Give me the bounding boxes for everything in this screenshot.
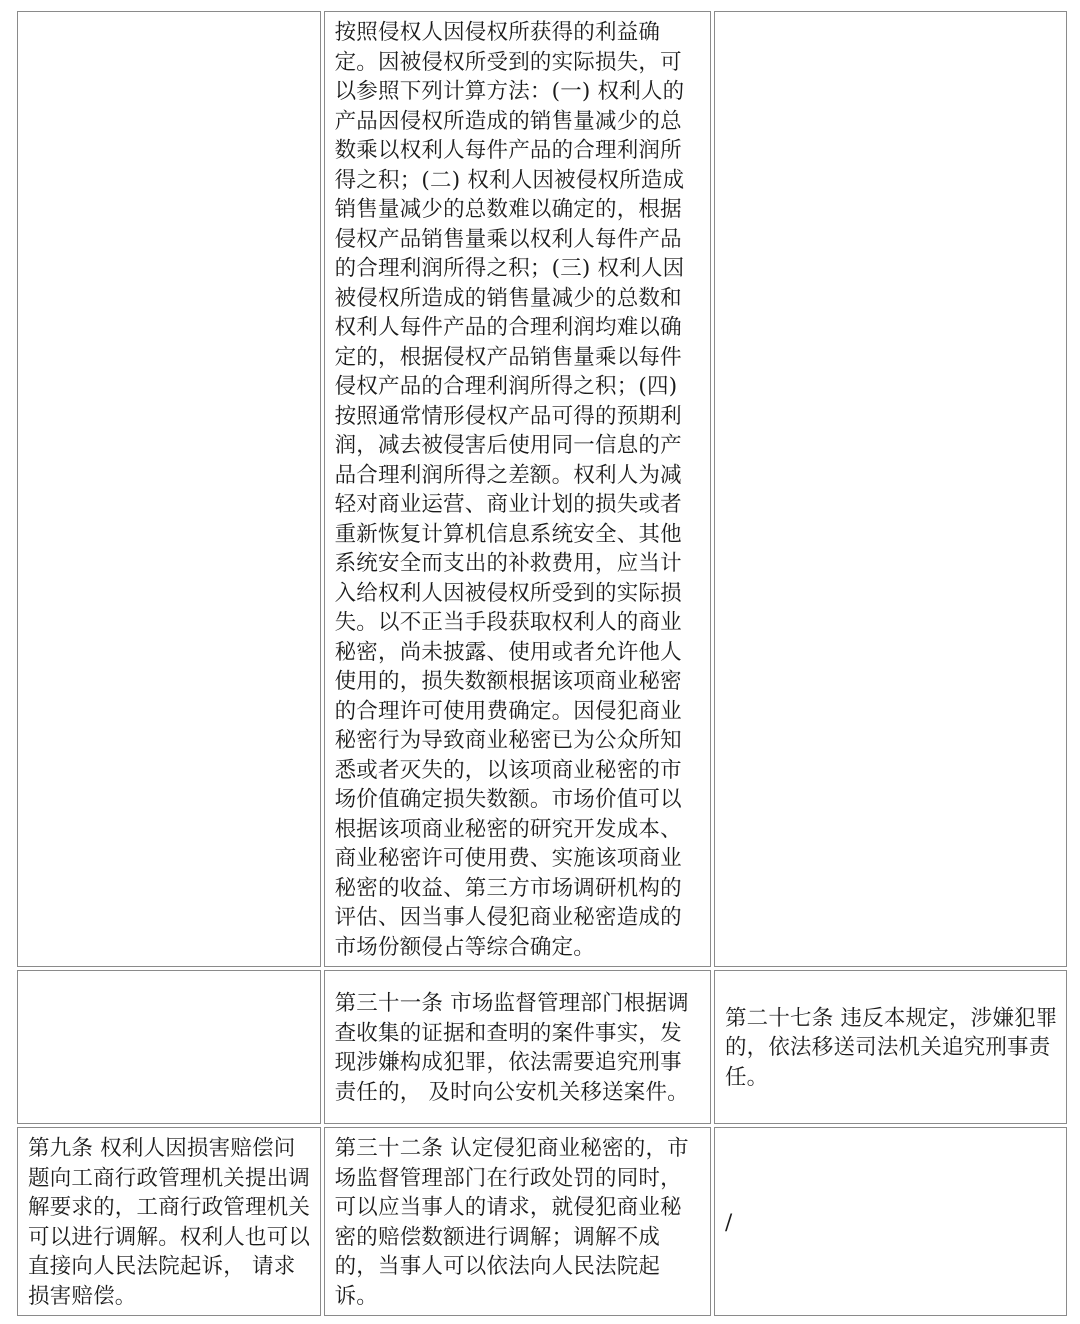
other-rule-cell <box>714 11 1067 967</box>
new-draft-cell: 第三十一条 市场监督管理部门根据调查收集的证据和查明的案件事实，发现涉嫌构成犯罪，依法需要追究刑事责任的， 及时向公安机关移送案件。 <box>324 970 711 1124</box>
other-rule-cell: / <box>714 1127 1067 1316</box>
old-rule-cell: 第九条 权利人因损害赔偿问题向工商行政管理机关提出调解要求的，工商行政管理机关可以进行调解。权利人也可以直接向人民法院起诉， 请求损害赔偿。 <box>17 1127 321 1316</box>
table-row <box>17 1127 1067 1316</box>
comparison-table <box>14 8 1070 1319</box>
table-row <box>17 970 1067 1124</box>
table-row <box>17 11 1067 967</box>
new-draft-cell: 按照侵权人因侵权所获得的利益确定。因被侵权所受到的实际损失，可以参照下列计算方法：(一) 权利人的产品因侵权所造成的销售量减少的总数乘以权利人每件产品的合理利润所得之积；(二) 权利人因被侵权所造成销售量减少的总数难以确定的，根据侵权产品销售量乘以权利人每件产品的合理利润所得之积；(三) 权利人因被侵权所造成的销售量减少的总数和权利人每件产品的合理利润均难以确定的，根据侵权产品销售量乘以每件侵权产品的合理利润所得之积；(四) 按照通常情形侵权产品可得的预期利润，减去被侵害后使用同一信息的产品合理利润所得之差额。权利人为减轻对商业运营、商业计划的损失或者重新恢复计算机信息系统安全、其他系统安全而支出的补救费用，应当计入给权利人因被侵权所受到的实际损失。以不正当手段获取权利人的商业秘密，尚未披露、使用或者允许他人使用的，损失数额根据该项商业秘密的合理许可使用费确定。因侵犯商业秘密行为导致商业秘密已为公众所知悉或者灭失的，以该项商业秘密的市场价值确定损失数额。市场价值可以根据该项商业秘密的研究开发成本、商业秘密许可使用费、实施该项商业秘密的收益、第三方市场调研机构的评估、因当事人侵犯商业秘密造成的市场份额侵占等综合确定。 <box>324 11 711 967</box>
new-draft-cell: 第三十二条 认定侵犯商业秘密的，市场监督管理部门在行政处罚的同时，可以应当事人的请求，就侵犯商业秘密的赔偿数额进行调解；调解不成的，当事人可以依法向人民法院起诉。 <box>324 1127 711 1316</box>
old-rule-cell <box>17 11 321 967</box>
old-rule-cell <box>17 970 321 1124</box>
other-rule-cell: 第二十七条 违反本规定，涉嫌犯罪的，依法移送司法机关追究刑事责任。 <box>714 970 1067 1124</box>
